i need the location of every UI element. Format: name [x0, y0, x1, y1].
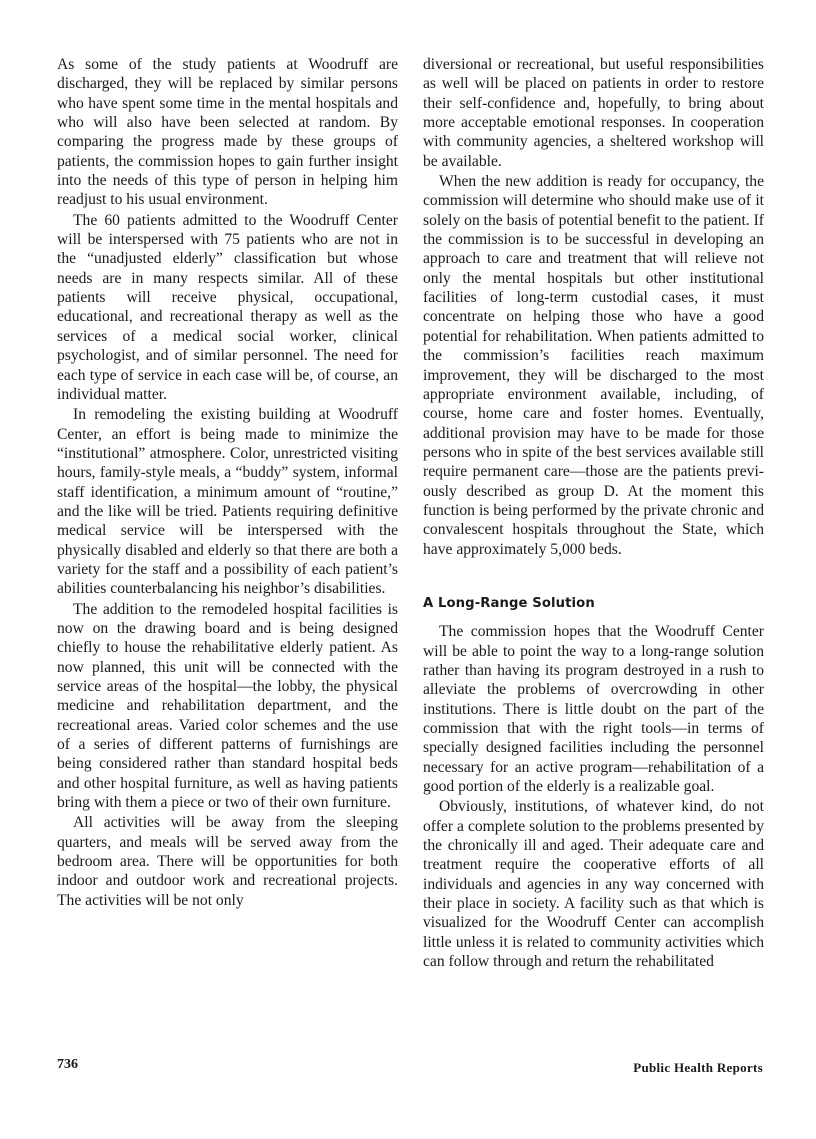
paragraph: diversional or recreational, but useful responsibilities as well will be placed on patients in order to restore their self-confidence and, hopefully, to bring about more acceptable emotional responses. In cooperation with community agencies, a sheltered workshop will be available.: [423, 56, 764, 170]
journal-name: Public Health Reports: [633, 1060, 763, 1075]
paragraph: All activities will be away from the sleeping quarters, and meals will be served away from the bedroom area. There will be opportunities for both indoor and outdoor work and recreational projects. The activities will be not only: [57, 814, 398, 909]
paragraph: The addition to the remodeled hospital facilities is now on the drawing board and is being designed chiefly to house the rehabilitative elderly patient. As now planned, this unit will be connected with the service areas of the hospital—the lobby, the physical medicine and rehabilitation department, and the recreational areas. Varied color schemes and the use of a series of different patterns of furnishings are being considered rather than standard hospital beds and other hospital furniture, as well as having patients bring with them a piece or two of their own furniture.: [57, 600, 398, 812]
paragraph: As some of the study patients at Woodruff are discharged, they will be replaced by similar persons who have spent some time in the mental hospitals and who will also have been selected at random. By comparing the progress made by these groups of patients, the commission hopes to gain further insight into the needs of this type of person in helping him readjust to his usual environment.: [57, 56, 398, 209]
right-column: [423, 55, 764, 972]
section-heading: A Long-Range Solution: [423, 595, 595, 611]
paragraph: When the new addition is ready for occupancy, the commission will determine who should make use of it solely on the basis of potential benefit to the patient. If the commission is to be successful in developing an approach to care and treatment that will relieve not only the mental hospitals but other institutional facilities of long-term custodial cases, it must concentrate on helping those who have a good potential for rehabilitation. When patients admitted to the commission’s facilities reach maximum improvement, they will be discharged to the most appropriate environment available, including, of course, home care and foster homes. Eventually, additional provision may have to be made for those persons who in spite of the best services available still require permanent care—those are the patients previously described as group D. At the moment this function is being performed by the private chronic and convalescent hospitals throughout the State, which have approximately 5,000 beds.: [423, 173, 764, 558]
paragraph: Obviously, institutions, of whatever kind, do not offer a complete solution to the problems presented by the chronically ill and aged. Their adequate care and treatment require the cooperative efforts of all individuals and agencies in any way concerned with their place in society. A facility such as that which is visualized for the Woodruff Center can accomplish little unless it is related to community activities which can follow through and return the rehabilitated: [423, 798, 764, 971]
paragraph: In remodeling the existing building at Woodruff Center, an effort is being made to minimize the “institutional” atmosphere. Color, unrestricted visiting hours, family-style meals, a “buddy” system, informal staff identification, a minimum amount of “routine,” and the like will be tried. Patients requiring definitive medical service will be interspersed with the physically disabled and elderly so that there are both a variety for the staff and a possibility of each patient’s abilities counterbalancing his neighbor’s disabilities.: [57, 406, 398, 598]
left-column: [57, 55, 398, 911]
page-number: 736: [57, 1057, 78, 1072]
paragraph: The 60 patients admitted to the Woodruff Center will be interspersed with 75 patients who are not in the “unadjusted elderly” classification but whose needs are in many respects similar. All of these patients will receive physical, occupational, educational, and recreational therapy as well as the services of a medical social worker, clinical psychologist, and of similar personnel. The need for each type of service in each case will be, of course, an individual matter.: [57, 211, 398, 403]
paragraph: The commission hopes that the Woodruff Center will be able to point the way to a long-range solution rather than having its program destroyed in a rush to alleviate the problems of overcrowding in other institutions. There is little doubt on the part of the commission that with the right tools—in terms of specially designed facilities including the personnel necessary for an active program—rehabilitation of a good portion of the elderly is a realizable goal.: [423, 623, 764, 796]
